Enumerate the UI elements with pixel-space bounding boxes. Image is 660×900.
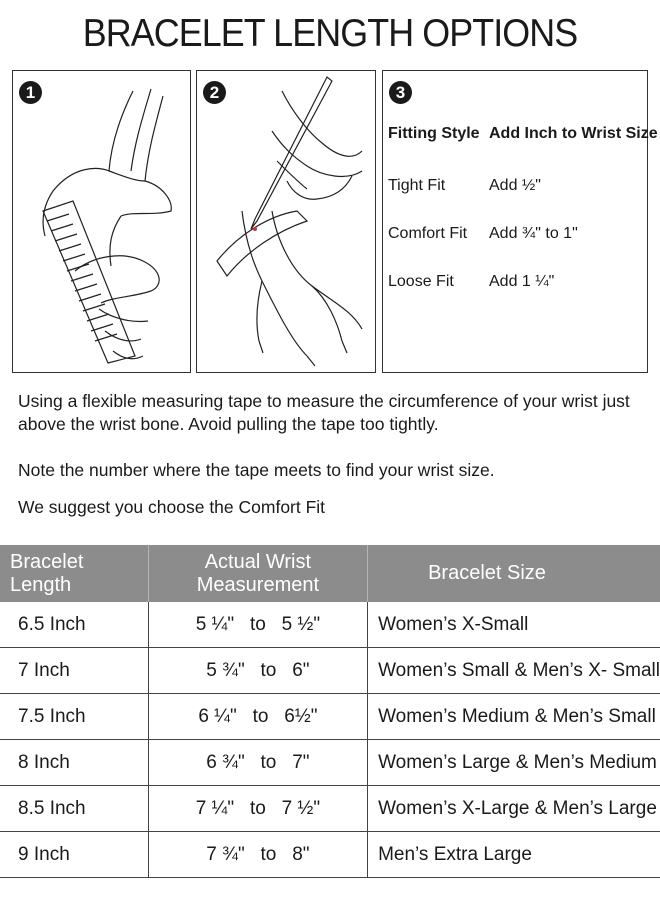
length-cell: 8 Inch [0, 740, 148, 786]
header-wrist-measurement: Actual Wrist Measurement [148, 545, 367, 602]
hand-measuring-tape-icon [13, 71, 192, 374]
table-row [0, 740, 660, 786]
step-number-3: 3 [389, 81, 412, 104]
add-inch-header: Add Inch to Wrist Size [489, 125, 658, 142]
step-3-panel [382, 70, 658, 373]
measurement-cell: 6 ¾" to 7" [148, 740, 367, 786]
fit-add-tight: Add ½" [489, 177, 541, 194]
fitting-style-header: Fitting Style [388, 125, 480, 142]
page-title: BRACELET LENGTH OPTIONS [82, 12, 578, 55]
length-cell: 7.5 Inch [0, 694, 148, 740]
table-row [0, 832, 660, 878]
hand-marking-tape-icon [197, 71, 377, 374]
fit-add-comfort: Add ¾" to 1" [489, 225, 578, 242]
header-bracelet-length: Bracelet Length [0, 545, 148, 602]
measurement-cell: 5 ¼" to 5 ½" [148, 602, 367, 648]
measurement-cell: 7 ¾" to 8" [148, 832, 367, 878]
size-cell: Women’s Large & Men’s Medium [368, 740, 660, 786]
fit-add-loose: Add 1 ¼" [489, 273, 555, 290]
measurement-cell: 7 ¼" to 7 ½" [148, 786, 367, 832]
instruction-note: Note the number where the tape meets to find your wrist size. [18, 460, 495, 480]
size-table [0, 545, 660, 878]
instruction-suggest: We suggest you choose the Comfort Fit [18, 497, 326, 517]
size-cell: Men’s Extra Large [368, 832, 660, 878]
size-table-header [0, 545, 660, 602]
step-1-panel [12, 70, 191, 373]
length-cell: 8.5 Inch [0, 786, 148, 832]
fit-style-comfort: Comfort Fit [388, 225, 468, 242]
step-2-panel [196, 70, 376, 373]
fit-style-loose: Loose Fit [388, 273, 454, 290]
table-row [0, 694, 660, 740]
table-row [0, 648, 660, 694]
table-row [0, 786, 660, 832]
table-row [0, 602, 660, 648]
size-cell: Women’s X-Large & Men’s Large [368, 786, 660, 832]
size-cell: Women’s Medium & Men’s Small [368, 694, 660, 740]
step-number-1: 1 [19, 81, 42, 104]
instruction-measure: Using a flexible measuring tape to measure the circumference of your wrist just above the wrist bone. Avoid pulling the tape too tightly. [18, 391, 630, 434]
step-number-2: 2 [203, 81, 226, 104]
size-cell: Women’s X-Small [368, 602, 660, 648]
measurement-cell: 5 ¾" to 6" [148, 648, 367, 694]
header-bracelet-size: Bracelet Size [368, 545, 660, 602]
size-cell: Women’s Small & Men’s X- Small [368, 648, 660, 694]
length-cell: 6.5 Inch [0, 602, 148, 648]
fit-style-tight: Tight Fit [388, 177, 446, 194]
length-cell: 7 Inch [0, 648, 148, 694]
measurement-cell: 6 ¼" to 6½" [148, 694, 367, 740]
length-cell: 9 Inch [0, 832, 148, 878]
